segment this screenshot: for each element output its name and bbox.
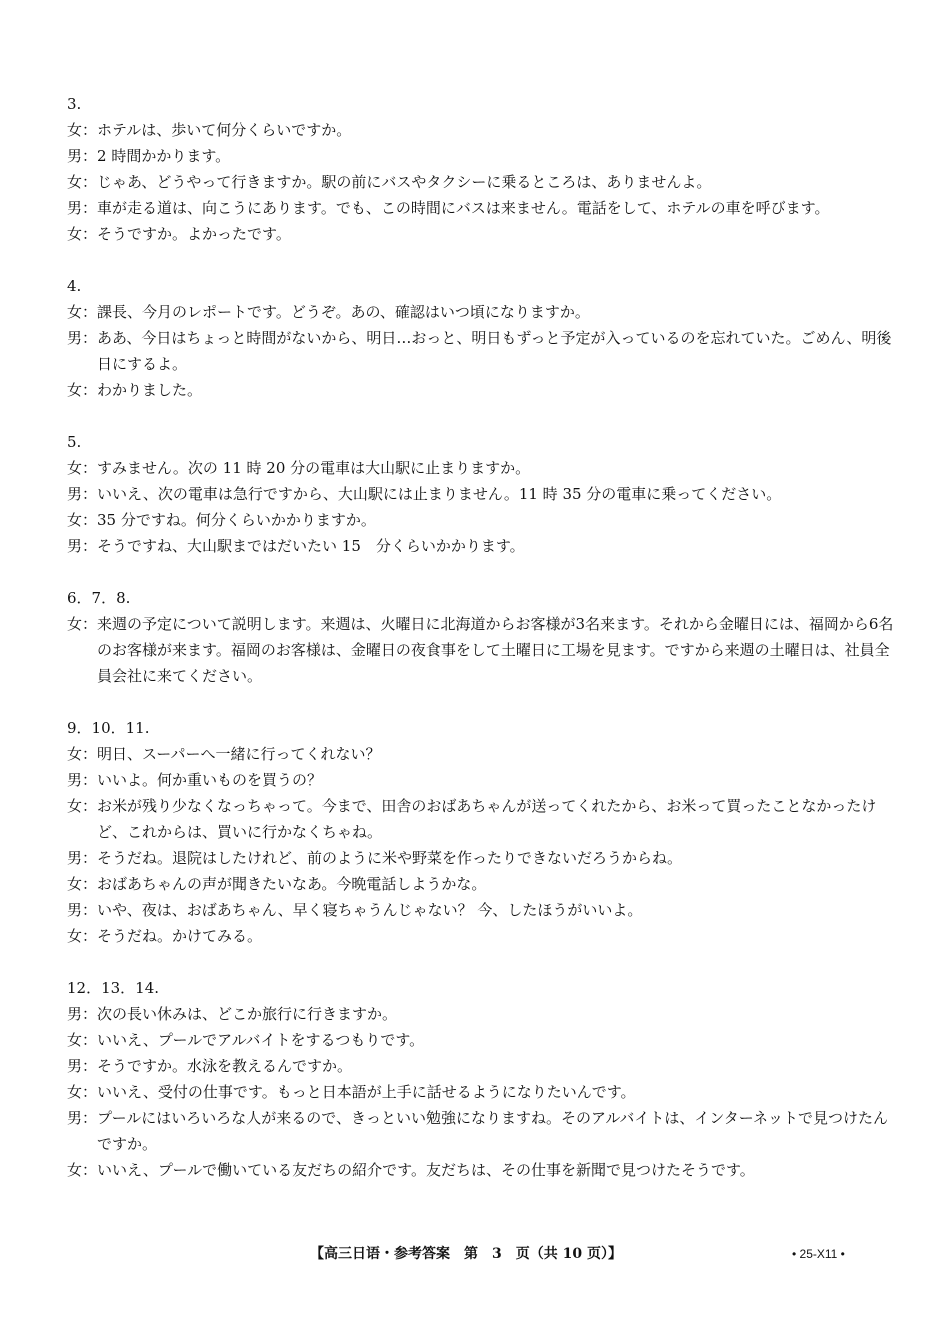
- section-number: 4.: [67, 277, 82, 295]
- speaker-label: 男：: [67, 901, 98, 919]
- speech-text: 35 分ですね。何分くらいかかりますか。: [97, 511, 376, 529]
- speaker-label: 男：: [67, 485, 98, 503]
- speaker-label: 男：: [67, 329, 98, 347]
- speaker-label: 女：: [67, 381, 98, 399]
- speaker-label: 女：: [67, 511, 98, 529]
- speaker-label: 女：: [67, 875, 98, 893]
- speech-text: いいえ、受付の仕事です。もっと日本語が上手に話せるようになりたいんです。: [97, 1083, 636, 1101]
- dialogue-section: [67, 91, 897, 247]
- speech-text: いいよ。何か重いものを買うの？: [97, 771, 323, 789]
- speech-text: いいえ、次の電車は急行ですから、大山駅には止まりません。11 時 35 分の電車に乗ってください。: [97, 485, 782, 503]
- speaker-label: 女：: [67, 797, 98, 815]
- speaker-label: 女：: [67, 459, 98, 477]
- speaker-label: 女：: [67, 1031, 98, 1049]
- transcript-body: [67, 91, 897, 1209]
- speaker-label: 女：: [67, 303, 98, 321]
- speech-text: そうですか。よかったです。: [97, 225, 291, 243]
- speaker-label: 女：: [67, 1083, 98, 1101]
- speech-text: 次の長い休みは、どこか旅行に行きますか。: [97, 1005, 398, 1023]
- speech-text: いいえ、プールでアルバイトをするつもりです。: [97, 1031, 425, 1049]
- speech-text: わかりました。: [97, 381, 203, 399]
- dialogue-line: [67, 741, 897, 767]
- dialogue-line: [67, 533, 897, 559]
- speaker-label: 女：: [67, 1161, 98, 1179]
- dialogue-line: [67, 793, 897, 845]
- dialogue-line: [67, 299, 897, 325]
- speaker-label: 男：: [67, 1057, 98, 1075]
- speech-text: 車が走る道は、向こうにあります。でも、この時間にバスは来ません。電話をして、ホテルの車を呼びます。: [97, 199, 830, 217]
- speaker-label: 男：: [67, 849, 98, 867]
- footer-page-info: 【高三日语・参考答案 第 3 页（共 10 页）】: [310, 1246, 622, 1262]
- speech-text: そうだね。かけてみる。: [97, 927, 263, 945]
- dialogue-line: [67, 871, 897, 897]
- speech-text: そうだね。退院はしたけれど、前のように米や野菜を作ったりできないだろうからね。: [97, 849, 683, 867]
- speaker-label: 女：: [67, 927, 98, 945]
- dialogue-line: [67, 1079, 897, 1105]
- speaker-label: 女：: [67, 121, 98, 139]
- speaker-label: 男：: [67, 1109, 98, 1127]
- speech-text: そうですか。水泳を教えるんですか。: [97, 1057, 353, 1075]
- speech-text: いいえ、プールで働いている友だちの紹介です。友だちは、その仕事を新聞で見つけたそうです。: [97, 1161, 755, 1179]
- dialogue-line: [67, 143, 897, 169]
- dialogue-line: [67, 169, 897, 195]
- speech-text: プールにはいろいろな人が来るので、きっといい勉強になりますね。そのアルバイトは、インターネットで見つけたんですか。: [97, 1109, 888, 1153]
- speaker-label: 男：: [67, 199, 98, 217]
- dialogue-line: [67, 923, 897, 949]
- section-number: 12．13．14.: [67, 979, 160, 997]
- dialogue-line: [67, 1001, 897, 1027]
- speech-text: 明日、スーパーへ一緒に行ってくれない？: [97, 745, 381, 763]
- page-footer: [0, 1242, 950, 1266]
- speech-text: おばあちゃんの声が聞きたいなあ。今晩電話しようかな。: [97, 875, 487, 893]
- speaker-label: 女：: [67, 173, 98, 191]
- section-number: 9．10．11.: [67, 719, 150, 737]
- speech-text: ああ、今日はちょっと時間がないから、明日…おっと、明日もずっと予定が入っているのを忘れていた。ごめん、明後日にするよ。: [97, 329, 892, 373]
- section-number: 5.: [67, 433, 82, 451]
- dialogue-line: [67, 481, 897, 507]
- speech-text: すみません。次の 11 時 20 分の電車は大山駅に止まりますか。: [97, 459, 531, 477]
- speech-text: 課長、今月のレポートです。どうぞ。あの、確認はいつ頃になりますか。: [97, 303, 590, 321]
- speaker-label: 男：: [67, 537, 98, 555]
- speaker-label: 男：: [67, 147, 98, 165]
- dialogue-section: [67, 715, 897, 949]
- speaker-label: 女：: [67, 225, 98, 243]
- dialogue-section: [67, 429, 897, 559]
- section-number: 3.: [67, 95, 82, 113]
- speaker-label: 女：: [67, 745, 98, 763]
- dialogue-line: [67, 325, 897, 377]
- section-number: 6．7．8.: [67, 589, 131, 607]
- speech-text: 2 時間かかります。: [97, 147, 231, 165]
- dialogue-line: [67, 455, 897, 481]
- footer-code: • 25-X11 •: [792, 1247, 845, 1261]
- dialogue-line: [67, 195, 897, 221]
- speaker-label: 男：: [67, 771, 98, 789]
- speech-text: お米が残り少なくなっちゃって。今まで、田舎のおばあちゃんが送ってくれたから、お米って買ったことなかったけど、これからは、買いに行かなくちゃね。: [97, 797, 877, 841]
- dialogue-line: [67, 845, 897, 871]
- speech-text: いや、夜は、おばあちゃん、早く寝ちゃうんじゃない？ 今、したほうがいいよ。: [97, 901, 643, 919]
- dialogue-line: [67, 1157, 897, 1183]
- dialogue-line: [67, 1053, 897, 1079]
- speaker-label: 女：: [67, 615, 98, 633]
- dialogue-line: [67, 767, 897, 793]
- dialogue-line: [67, 897, 897, 923]
- dialogue-line: [67, 1105, 897, 1157]
- dialogue-section: [67, 975, 897, 1183]
- speech-text: ホテルは、歩いて何分くらいですか。: [97, 121, 352, 139]
- dialogue-line: [67, 117, 897, 143]
- dialogue-line: [67, 377, 897, 403]
- dialogue-section: [67, 273, 897, 403]
- dialogue-section: [67, 585, 897, 689]
- dialogue-line: [67, 221, 897, 247]
- speech-text: そうですね、大山駅まではだいたい 15 分くらいかかります。: [97, 537, 525, 555]
- speaker-label: 男：: [67, 1005, 98, 1023]
- dialogue-line: [67, 611, 897, 689]
- dialogue-line: [67, 1027, 897, 1053]
- speech-text: じゃあ、どうやって行きますか。駅の前にバスやタクシーに乗るところは、ありませんよ。: [97, 173, 712, 191]
- dialogue-line: [67, 507, 897, 533]
- speech-text: 来週の予定について説明します。来週は、火曜日に北海道からお客様が3名来ます。それから金曜日には、福岡から6名のお客様が来ます。福岡のお客様は、金曜日の夜食事をして土曜日に工場を見ます。ですから来週の土曜日は、社員全員会社に来てください。: [97, 615, 894, 685]
